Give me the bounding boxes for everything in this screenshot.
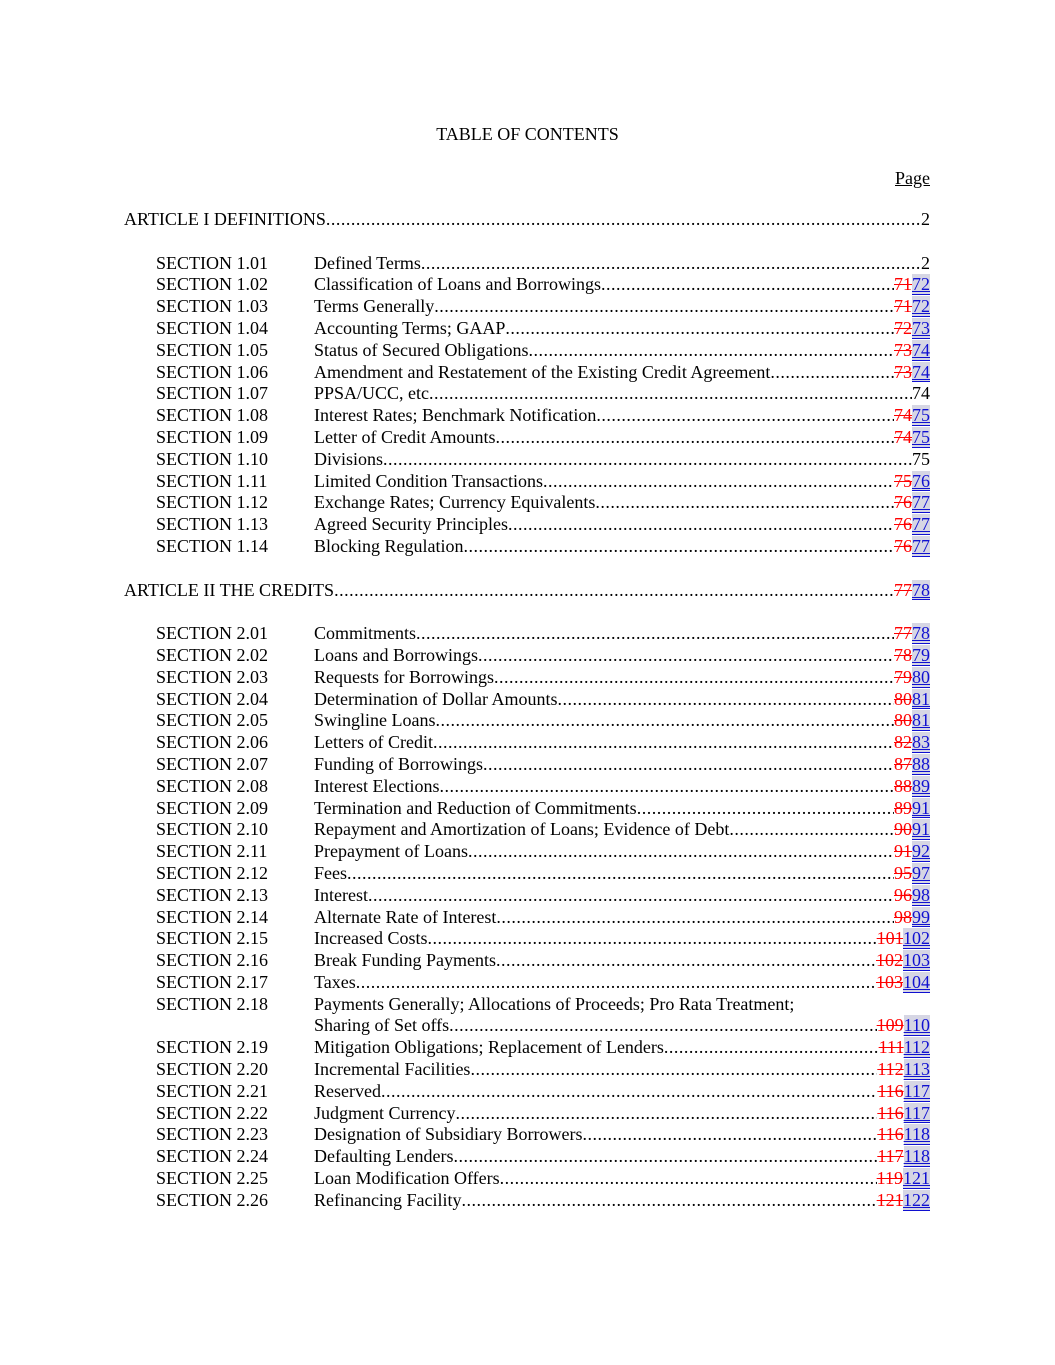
section-title[interactable]: Status of Secured Obligations (314, 339, 529, 360)
toc-section-entry[interactable] (124, 427, 930, 449)
dot-leader (500, 1168, 877, 1190)
page-reference (894, 318, 930, 340)
toc-section-entry[interactable] (124, 907, 930, 929)
page-reference (876, 972, 930, 994)
section-number: SECTION 1.07 (156, 383, 268, 404)
deleted-page-number: 102 (876, 950, 903, 971)
toc-section-entry[interactable] (124, 928, 930, 950)
section-title[interactable]: Commitments (314, 623, 417, 644)
section-title[interactable]: Loan Modification Offers (314, 1168, 500, 1189)
toc-section-entry[interactable] (124, 1124, 930, 1146)
page-reference (921, 209, 930, 231)
toc-section-entry[interactable] (124, 950, 930, 972)
section-title[interactable]: Reserved (314, 1080, 381, 1101)
toc-section-entry[interactable] (124, 689, 930, 711)
section-title[interactable]: Mitigation Obligations; Replacement of Lenders (314, 1037, 664, 1058)
page-reference (877, 1103, 930, 1125)
page-reference (894, 427, 930, 449)
inserted-page-number-link[interactable]: 118 (903, 1124, 930, 1145)
section-number: SECTION 2.06 (156, 732, 268, 753)
inserted-page-number-link[interactable]: 92 (912, 841, 930, 862)
dot-leader (429, 383, 912, 405)
page-number: 75 (912, 448, 930, 469)
page-reference (894, 689, 930, 711)
section-title[interactable]: Refinancing Facility (314, 1189, 462, 1210)
inserted-page-number-link[interactable]: 122 (903, 1189, 930, 1210)
inserted-page-number-link[interactable]: 74 (912, 339, 930, 360)
section-number: SECTION 1.09 (156, 426, 268, 447)
section-number: SECTION 1.12 (156, 492, 268, 513)
section-title[interactable]: Divisions (314, 448, 384, 469)
dot-leader (463, 536, 894, 558)
page-reference (894, 907, 930, 929)
dot-leader (449, 1015, 876, 1037)
section-number: SECTION 1.03 (156, 296, 268, 317)
section-number: SECTION 2.04 (156, 688, 268, 709)
dot-leader (729, 819, 894, 841)
deleted-page-number: 103 (876, 971, 903, 992)
page-reference (894, 274, 930, 296)
page-reference (877, 1059, 930, 1081)
inserted-page-number-link[interactable]: 77 (912, 492, 930, 513)
page-reference (894, 580, 930, 602)
page-reference (877, 1168, 930, 1190)
section-title[interactable]: Accounting Terms; GAAP (314, 317, 506, 338)
deleted-page-number: 96 (894, 884, 912, 905)
deleted-page-number: 109 (876, 1015, 904, 1036)
section-title[interactable]: Loans and Borrowings (314, 644, 478, 665)
toc-section-entry[interactable] (124, 798, 930, 820)
inserted-page-number-link[interactable]: 77 (912, 535, 930, 556)
toc-section-entry[interactable] (124, 1081, 930, 1103)
toc-section-entry[interactable] (124, 296, 930, 318)
dot-leader (356, 972, 876, 994)
section-title[interactable]: Prepayment of Loans (314, 841, 468, 862)
deleted-page-number: 116 (877, 1102, 904, 1123)
section-number (124, 1015, 314, 1037)
toc-section-entry[interactable] (124, 274, 930, 296)
deleted-page-number: 116 (877, 1080, 904, 1101)
inserted-page-number-link[interactable]: 83 (912, 732, 930, 753)
section-title[interactable]: Judgment Currency (314, 1102, 456, 1123)
toc-section-entry[interactable] (124, 841, 930, 863)
dot-leader (557, 689, 894, 711)
document-title: TABLE OF CONTENTS (436, 124, 619, 144)
page-reference (894, 405, 930, 427)
inserted-page-number-link[interactable]: 118 (903, 1146, 930, 1167)
section-title[interactable]: Increased Costs (314, 928, 428, 949)
inserted-page-number-link[interactable]: 110 (903, 1015, 930, 1036)
section-number: SECTION 1.04 (156, 317, 268, 338)
deleted-page-number: 89 (894, 797, 912, 818)
section-number: SECTION 1.06 (156, 361, 268, 382)
section-number: SECTION 2.02 (156, 644, 268, 665)
page-reference (894, 645, 930, 667)
inserted-page-number-link[interactable]: 91 (912, 819, 930, 840)
toc-section-entry[interactable] (124, 514, 930, 536)
page-reference (877, 928, 930, 950)
section-title[interactable]: Defined Terms (314, 252, 421, 273)
section-title[interactable]: Agreed Security Principles (314, 514, 508, 535)
section-title[interactable]: Repayment and Amortization of Loans; Evidence of Debt (314, 819, 730, 840)
section-title[interactable]: Letters of Credit (314, 732, 433, 753)
section-number: SECTION 2.07 (156, 753, 268, 774)
section-number: SECTION 2.14 (156, 906, 268, 927)
inserted-page-number-link[interactable]: 121 (903, 1168, 930, 1189)
dot-leader (664, 1037, 879, 1059)
dot-leader (637, 798, 894, 820)
page-reference (894, 296, 930, 318)
toc-article-entry[interactable] (124, 580, 930, 602)
toc-section-entry[interactable] (124, 1146, 930, 1168)
toc-section-entry[interactable] (124, 645, 930, 667)
section-title[interactable]: PPSA/UCC, etc (314, 383, 430, 404)
section-title[interactable]: Interest (314, 884, 368, 905)
section-number: SECTION 2.20 (156, 1059, 268, 1080)
inserted-page-number-link[interactable]: 80 (912, 666, 930, 687)
inserted-page-number-link[interactable]: 97 (912, 862, 930, 883)
section-number: SECTION 2.26 (156, 1189, 268, 1210)
deleted-page-number: 111 (878, 1037, 904, 1058)
dot-leader (421, 253, 921, 275)
inserted-page-number-link[interactable]: 91 (912, 797, 930, 818)
section-number: SECTION 2.15 (156, 928, 268, 949)
inserted-page-number-link[interactable]: 117 (903, 1080, 930, 1101)
toc-section-entry[interactable] (124, 383, 930, 405)
deleted-page-number: 98 (894, 906, 912, 927)
inserted-page-number-link[interactable]: 102 (903, 928, 930, 949)
deleted-page-number: 72 (894, 317, 912, 338)
dot-leader (416, 623, 894, 645)
page-number: 74 (912, 383, 930, 404)
page-reference (894, 514, 930, 536)
section-title[interactable]: Letter of Credit Amounts (314, 426, 496, 447)
section-number: SECTION 2.21 (156, 1080, 268, 1101)
dot-leader (596, 405, 894, 427)
dot-leader (468, 841, 894, 863)
page-reference (894, 885, 930, 907)
inserted-page-number-link[interactable]: 88 (912, 753, 930, 774)
section-title: Payments Generally; Allocations of Proceeds; Pro Rata Treatment; (314, 993, 795, 1014)
dot-leader (383, 449, 912, 471)
deleted-page-number: 80 (894, 710, 912, 731)
dot-leader (347, 863, 894, 885)
page-column-header: Page (895, 168, 930, 188)
page-reference (894, 776, 930, 798)
section-title[interactable]: Taxes (314, 971, 356, 992)
deleted-page-number: 71 (894, 296, 912, 317)
deleted-page-number: 77 (894, 579, 912, 600)
page-reference (877, 1146, 930, 1168)
section-number: SECTION 1.08 (156, 405, 268, 426)
inserted-page-number-link[interactable]: 117 (903, 1102, 930, 1123)
page-reference (894, 362, 930, 384)
deleted-page-number: 75 (894, 470, 912, 491)
deleted-page-number: 79 (894, 666, 912, 687)
section-number: SECTION 2.11 (156, 841, 268, 862)
section-number: SECTION 2.22 (156, 1102, 268, 1123)
section-title[interactable]: Determination of Dollar Amounts (314, 688, 558, 709)
toc-section-entry[interactable] (124, 449, 930, 471)
inserted-page-number-link[interactable]: 104 (903, 971, 930, 992)
deleted-page-number: 91 (894, 841, 912, 862)
section-number: SECTION 2.03 (156, 666, 268, 687)
inserted-page-number-link[interactable]: 77 (912, 514, 930, 535)
deleted-page-number: 117 (877, 1146, 904, 1167)
dot-leader (470, 1059, 877, 1081)
dot-leader (478, 645, 894, 667)
page-reference (894, 710, 930, 732)
deleted-page-number: 80 (894, 688, 912, 709)
table-of-contents (124, 209, 930, 1212)
inserted-page-number-link[interactable]: 81 (912, 710, 930, 731)
section-number: SECTION 2.19 (156, 1037, 268, 1058)
inserted-page-number-link[interactable]: 103 (903, 950, 930, 971)
page-reference (877, 1015, 930, 1037)
toc-entry-heading-line (124, 994, 930, 1016)
section-number: SECTION 1.02 (156, 274, 268, 295)
section-number: SECTION 2.13 (156, 884, 268, 905)
toc-section-entry[interactable] (124, 863, 930, 885)
section-number: SECTION 1.14 (156, 535, 268, 556)
toc-section-entry[interactable] (124, 318, 930, 340)
inserted-page-number-link[interactable]: 75 (912, 405, 930, 426)
inserted-page-number-link[interactable]: 98 (912, 884, 930, 905)
page-reference (894, 819, 930, 841)
section-title[interactable]: Interest Elections (314, 775, 440, 796)
dot-leader (601, 274, 894, 296)
inserted-page-number-link[interactable]: 89 (912, 775, 930, 796)
dot-leader (505, 318, 894, 340)
page-reference (876, 950, 930, 972)
page-reference (912, 383, 930, 405)
section-title[interactable]: Classification of Loans and Borrowings (314, 274, 601, 295)
page-reference (877, 1124, 930, 1146)
deleted-page-number: 76 (894, 492, 912, 513)
deleted-page-number: 101 (876, 928, 903, 949)
section-title[interactable]: Limited Condition Transactions (314, 470, 544, 491)
dot-leader (455, 1103, 877, 1125)
inserted-page-number-link[interactable]: 113 (903, 1059, 930, 1080)
inserted-page-number-link[interactable]: 73 (912, 317, 930, 338)
page-reference (877, 1081, 930, 1103)
page-reference (877, 1190, 930, 1212)
inserted-page-number-link[interactable]: 79 (912, 644, 930, 665)
section-number: SECTION 1.10 (156, 448, 268, 469)
page-reference (879, 1037, 930, 1059)
page-reference (894, 732, 930, 754)
deleted-page-number: 74 (894, 405, 912, 426)
section-title[interactable]: Fees (314, 862, 347, 883)
dot-leader (433, 732, 894, 754)
section-number: SECTION 2.23 (156, 1124, 268, 1145)
dot-leader (334, 580, 894, 602)
section-title[interactable]: Funding of Borrowings (314, 753, 484, 774)
inserted-page-number-link[interactable]: 72 (912, 274, 930, 295)
deleted-page-number: 116 (877, 1124, 904, 1145)
dot-leader (326, 209, 921, 231)
section-title[interactable]: Exchange Rates; Currency Equivalents (314, 492, 596, 513)
dot-leader (528, 340, 894, 362)
page-reference (894, 536, 930, 558)
section-title[interactable]: Blocking Regulation (314, 535, 464, 556)
deleted-page-number: 121 (876, 1189, 903, 1210)
inserted-page-number-link[interactable]: 78 (912, 579, 930, 600)
deleted-page-number: 76 (894, 514, 912, 535)
article-title[interactable]: ARTICLE II THE CREDITS (124, 579, 335, 600)
deleted-page-number: 90 (894, 819, 912, 840)
dot-leader (434, 296, 894, 318)
toc-section-entry[interactable] (124, 667, 930, 689)
deleted-page-number: 78 (894, 644, 912, 665)
section-title[interactable]: Defaulting Lenders (314, 1146, 454, 1167)
deleted-page-number: 87 (894, 753, 912, 774)
section-title[interactable]: Termination and Reduction of Commitments (314, 797, 637, 818)
page-reference (894, 623, 930, 645)
toc-section-entry[interactable] (124, 536, 930, 558)
toc-section-entry[interactable] (124, 623, 930, 645)
dot-leader (483, 754, 894, 776)
section-number: SECTION 2.17 (156, 971, 268, 992)
page-reference (894, 841, 930, 863)
inserted-page-number-link[interactable]: 74 (912, 361, 930, 382)
inserted-page-number-link[interactable]: 76 (912, 470, 930, 491)
page-number: 2 (921, 252, 930, 273)
toc-section-entry[interactable] (124, 471, 930, 493)
section-title[interactable]: Break Funding Payments (314, 950, 496, 971)
toc-section-entry[interactable] (124, 362, 930, 384)
inserted-page-number-link[interactable]: 99 (912, 906, 930, 927)
dot-leader (496, 950, 876, 972)
section-number: SECTION 1.11 (156, 470, 268, 491)
dot-leader (427, 928, 876, 950)
dot-leader (508, 514, 894, 536)
dot-leader (582, 1124, 877, 1146)
page-reference (894, 471, 930, 493)
toc-section-entry[interactable] (124, 732, 930, 754)
toc-section-entry[interactable] (124, 776, 930, 798)
section-title[interactable]: Designation of Subsidiary Borrowers (314, 1124, 583, 1145)
toc-section-entry[interactable] (124, 754, 930, 776)
deleted-page-number: 71 (894, 274, 912, 295)
section-number: SECTION 2.16 (156, 950, 268, 971)
toc-section-entry[interactable] (124, 1037, 930, 1059)
toc-section-entry[interactable] (124, 340, 930, 362)
toc-section-entry[interactable] (124, 710, 930, 732)
inserted-page-number-link[interactable]: 72 (912, 296, 930, 317)
toc-section-entry[interactable] (124, 1168, 930, 1190)
toc-section-entry[interactable] (124, 1015, 930, 1037)
section-number: SECTION 1.05 (156, 339, 268, 360)
page-reference (894, 754, 930, 776)
deleted-page-number: 73 (894, 339, 912, 360)
dot-leader (453, 1146, 877, 1168)
toc-article-entry[interactable] (124, 209, 930, 231)
page-number: 2 (921, 209, 930, 229)
dot-leader (543, 471, 894, 493)
section-number: SECTION 2.09 (156, 797, 268, 818)
deleted-page-number: 77 (894, 623, 912, 644)
section-number: SECTION 2.24 (156, 1146, 268, 1167)
section-number: SECTION 2.12 (156, 862, 268, 883)
section-number: SECTION 2.18 (156, 993, 268, 1014)
inserted-page-number-link[interactable]: 78 (912, 623, 930, 644)
section-number: SECTION 2.10 (156, 819, 268, 840)
section-number: SECTION 2.05 (156, 710, 268, 731)
deleted-page-number: 112 (877, 1059, 904, 1080)
section-title[interactable]: Alternate Rate of Interest (314, 906, 497, 927)
page-reference (894, 863, 930, 885)
dot-leader (770, 362, 894, 384)
section-number: SECTION 2.01 (156, 623, 268, 644)
dot-leader (439, 776, 894, 798)
section-title[interactable]: Terms Generally (314, 296, 435, 317)
section-title[interactable]: Amendment and Restatement of the Existing Credit Agreement (314, 361, 771, 382)
dot-leader (436, 710, 895, 732)
deleted-page-number: 82 (894, 732, 912, 753)
inserted-page-number-link[interactable]: 75 (912, 426, 930, 447)
deleted-page-number: 73 (894, 361, 912, 382)
toc-section-entry[interactable] (124, 405, 930, 427)
deleted-page-number: 95 (894, 862, 912, 883)
page-reference (894, 492, 930, 514)
section-title[interactable]: Swingline Loans (314, 710, 436, 731)
toc-section-entry[interactable] (124, 819, 930, 841)
inserted-page-number-link[interactable]: 112 (903, 1037, 930, 1058)
inserted-page-number-link[interactable]: 81 (912, 688, 930, 709)
toc-section-entry[interactable] (124, 1059, 930, 1081)
deleted-page-number: 88 (894, 775, 912, 796)
page-reference (921, 253, 930, 275)
section-title[interactable]: Sharing of Set offs (314, 1015, 450, 1036)
page-reference (894, 340, 930, 362)
toc-section-entry[interactable] (124, 972, 930, 994)
section-title[interactable]: Interest Rates; Benchmark Notification (314, 405, 597, 426)
page-reference (894, 667, 930, 689)
toc-section-entry[interactable] (124, 253, 930, 275)
dot-leader (368, 885, 894, 907)
dot-leader (381, 1081, 877, 1103)
dot-leader (595, 492, 894, 514)
article-title[interactable]: ARTICLE I DEFINITIONS (124, 209, 326, 229)
toc-section-entry[interactable] (124, 885, 930, 907)
dot-leader (495, 427, 894, 449)
toc-section-entry[interactable] (124, 492, 930, 514)
section-title[interactable]: Incremental Facilities (314, 1059, 471, 1080)
deleted-page-number: 76 (894, 535, 912, 556)
deleted-page-number: 74 (894, 426, 912, 447)
toc-section-entry[interactable] (124, 1190, 930, 1212)
section-number: SECTION 1.13 (156, 514, 268, 535)
page-reference (894, 798, 930, 820)
page-reference (912, 449, 930, 471)
toc-section-entry[interactable] (124, 1103, 930, 1125)
dot-leader (461, 1190, 876, 1212)
deleted-page-number: 119 (876, 1168, 903, 1189)
section-number: SECTION 2.25 (156, 1168, 268, 1189)
section-number: SECTION 1.01 (156, 252, 268, 273)
section-title[interactable]: Requests for Borrowings (314, 666, 494, 687)
section-number: SECTION 2.08 (156, 775, 268, 796)
dot-leader (496, 907, 894, 929)
dot-leader (494, 667, 894, 689)
